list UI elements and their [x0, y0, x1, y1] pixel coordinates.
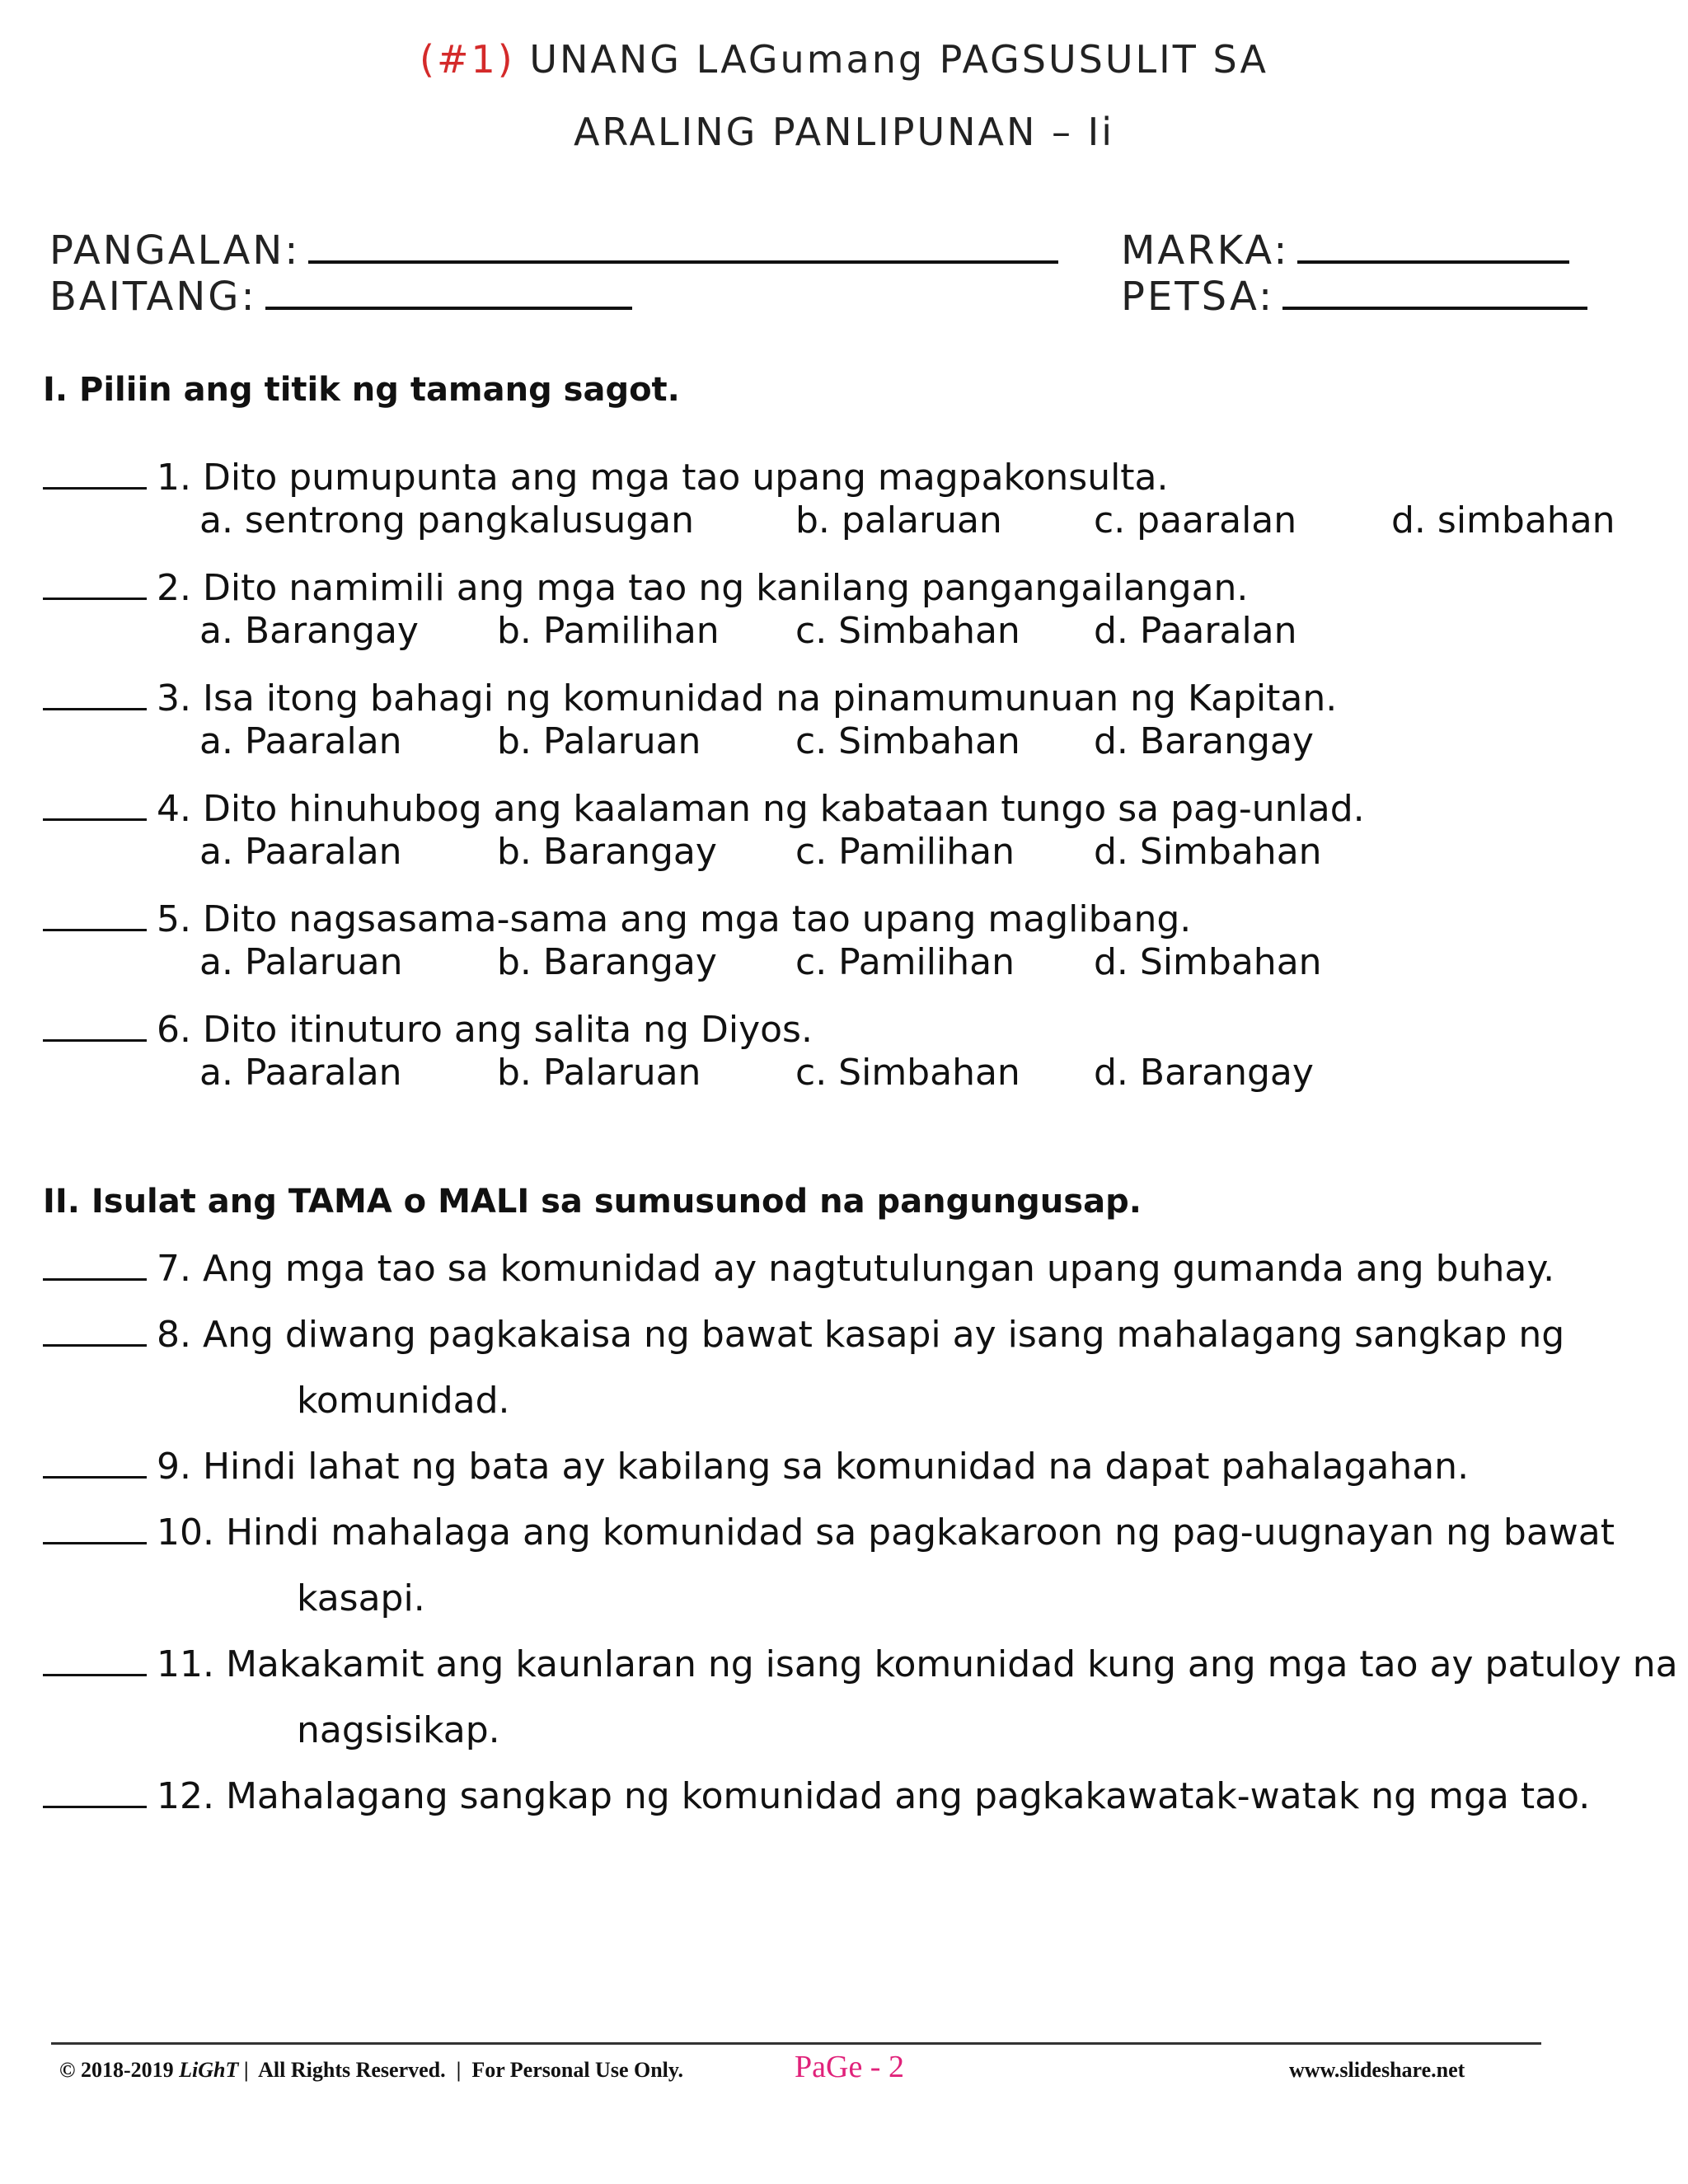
question-text: 5. Dito nagsasama-sama ang mga tao upang maglibang.: [157, 898, 1192, 940]
choice-a: a. Paaralan: [199, 720, 402, 762]
answer-blank[interactable]: [43, 1776, 147, 1808]
choice-c: c. Pamilihan: [795, 831, 1015, 873]
statement-text: 10. Hindi mahalaga ang komunidad sa pagkakaroon ng pag-uugnayan ng bawat: [157, 1511, 1615, 1554]
statement-text: 12. Mahalagang sangkap ng komunidad ang pagkakawatak-watak ng mga tao.: [157, 1775, 1591, 1817]
choice-d: d. Simbahan: [1094, 831, 1322, 873]
statement-11: [43, 1643, 1678, 1686]
footer-brand: LiGhT: [179, 2058, 239, 2082]
answer-blank[interactable]: [43, 1315, 147, 1347]
statement-continuation: nagsisikap.: [297, 1709, 500, 1751]
answer-blank[interactable]: [43, 1010, 147, 1042]
choice-b: b. Palaruan: [497, 720, 701, 762]
answer-blank[interactable]: [43, 789, 147, 821]
footer-years: 2018-2019: [80, 2058, 174, 2082]
statement-continuation: komunidad.: [297, 1380, 510, 1422]
page-number: PaGe - 2: [795, 2050, 904, 2084]
choice-a: a. Palaruan: [199, 941, 403, 983]
name-field: [49, 227, 1058, 274]
choice-a: a. Barangay: [199, 610, 419, 652]
page-subtitle: ARALING PANLIPUNAN – Ii: [573, 110, 1115, 154]
date-field: [1121, 274, 1587, 320]
answer-blank[interactable]: [43, 1249, 147, 1281]
answer-blank[interactable]: [43, 568, 147, 600]
footer-website[interactable]: www.slideshare.net: [1289, 2058, 1465, 2082]
score-label: MARKA:: [1121, 227, 1290, 274]
choice-d: d. Paaralan: [1094, 610, 1297, 652]
question-4: [43, 788, 1365, 831]
name-blank-line[interactable]: [308, 227, 1058, 264]
question-3: [43, 677, 1337, 720]
date-label: PETSA:: [1121, 274, 1275, 320]
footer-copyright: [59, 2054, 683, 2087]
statement-text: 9. Hindi lahat ng bata ay kabilang sa komunidad na dapat pahalagahan.: [157, 1446, 1470, 1488]
choice-d: d. Simbahan: [1094, 941, 1322, 983]
footer-rights: | All Rights Reserved. | For Personal Use Only.: [243, 2058, 683, 2082]
statement-text: 11. Makakamit ang kaunlaran ng isang komunidad kung ang mga tao ay patuloy na: [157, 1643, 1678, 1685]
name-label: PANGALAN:: [49, 227, 301, 274]
statement-12: [43, 1775, 1590, 1818]
choice-a: a. sentrong pangkalusugan: [199, 499, 694, 541]
question-text: 3. Isa itong bahagi ng komunidad na pinamumunuan ng Kapitan.: [157, 677, 1338, 719]
question-text: 1. Dito pumupunta ang mga tao upang magpakonsulta.: [157, 457, 1169, 499]
choice-b: b. Barangay: [497, 941, 717, 983]
answer-blank[interactable]: [43, 457, 147, 490]
page-title: [0, 36, 1688, 82]
question-2: [43, 567, 1248, 610]
choice-c: c. Pamilihan: [795, 941, 1015, 983]
score-field: [1121, 227, 1569, 274]
choice-b: b. Barangay: [497, 831, 717, 873]
choice-c: c. paaralan: [1094, 499, 1297, 541]
statement-text: 7. Ang mga tao sa komunidad ay nagtutulungan upang gumanda ang buhay.: [157, 1248, 1555, 1290]
question-text: 4. Dito hinuhubog ang kaalaman ng kabataan tungo sa pag-unlad.: [157, 788, 1365, 830]
section-2-heading: II. Isulat ang TAMA o MALI sa sumusunod na pangungusap.: [43, 1183, 1142, 1221]
section-1-heading: I. Piliin ang titik ng tamang sagot.: [43, 371, 680, 409]
question-5: [43, 898, 1191, 941]
answer-blank[interactable]: [43, 678, 147, 710]
statement-9: [43, 1446, 1469, 1488]
question-text: 2. Dito namimili ang mga tao ng kanilang pangangailangan.: [157, 567, 1249, 609]
title-text: UNANG LAGumang PAGSUSULIT SA: [529, 37, 1268, 82]
choice-d: d. Barangay: [1094, 1052, 1314, 1094]
question-1: [43, 457, 1169, 499]
choice-d: d. simbahan: [1391, 499, 1615, 541]
choice-d: d. Barangay: [1094, 720, 1314, 762]
statement-text: 8. Ang diwang pagkakaisa ng bawat kasapi ay isang mahalagang sangkap ng: [157, 1314, 1565, 1356]
choice-a: a. Paaralan: [199, 1052, 402, 1094]
question-6: [43, 1009, 813, 1052]
statement-8: [43, 1314, 1564, 1357]
choice-b: b. Pamilihan: [497, 610, 720, 652]
answer-blank[interactable]: [43, 1446, 147, 1479]
footer-divider: [51, 2042, 1541, 2045]
statement-10: [43, 1511, 1615, 1554]
choice-b: b. palaruan: [795, 499, 1002, 541]
title-number: (#1): [420, 37, 515, 82]
question-text: 6. Dito itinuturo ang salita ng Diyos.: [157, 1009, 813, 1051]
statement-7: [43, 1248, 1554, 1291]
answer-blank[interactable]: [43, 1512, 147, 1544]
choice-c: c. Simbahan: [795, 610, 1020, 652]
answer-blank[interactable]: [43, 1644, 147, 1676]
choice-c: c. Simbahan: [795, 1052, 1020, 1094]
choice-b: b. Palaruan: [497, 1052, 701, 1094]
grade-label: BAITANG:: [49, 274, 257, 320]
statement-continuation: kasapi.: [297, 1577, 425, 1619]
date-blank-line[interactable]: [1282, 274, 1587, 310]
grade-blank-line[interactable]: [265, 274, 632, 310]
grade-field: [49, 274, 632, 320]
score-blank-line[interactable]: [1297, 227, 1569, 264]
answer-blank[interactable]: [43, 899, 147, 931]
choice-c: c. Simbahan: [795, 720, 1020, 762]
choice-a: a. Paaralan: [199, 831, 402, 873]
copyright-icon: ©: [59, 2058, 76, 2082]
